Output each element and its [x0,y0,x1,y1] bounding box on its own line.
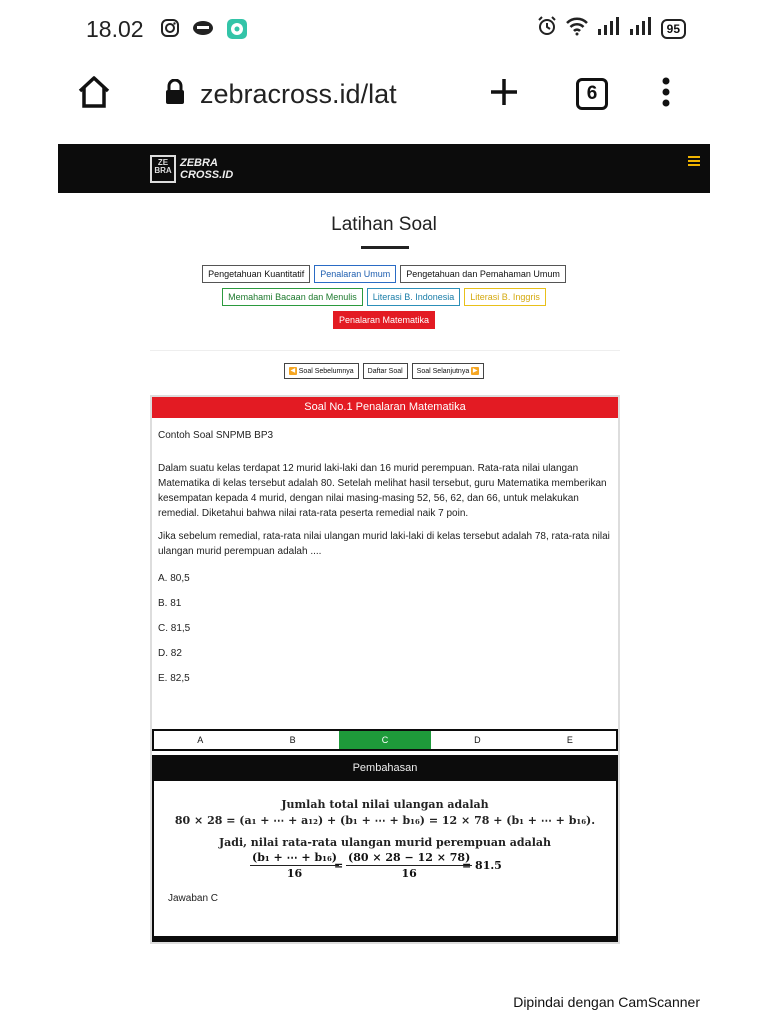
tabs-button[interactable] [570,72,614,116]
solution-line-1: Jumlah total nilai ulangan adalah [281,798,489,811]
question-subtitle: Contoh Soal SNPMB BP3 [158,430,274,441]
answer-a-button[interactable]: A [154,731,246,749]
option-d: D. 82 [158,648,182,659]
logo-text: ZEBRA CROSS.ID [180,157,234,181]
pembahasan-header: Pembahasan [152,755,618,781]
more-vert-icon [661,76,671,113]
home-button[interactable] [72,72,116,116]
category-pengetahuan-pemahaman-umum[interactable]: Pengetahuan dan Pemahaman Umum [400,265,566,283]
pembahasan-body [152,781,618,942]
question-header: Soal No.1 Penalaran Matematika [152,397,618,418]
option-c: C. 81,5 [158,623,191,634]
category-pengetahuan-kuantitatif[interactable]: Pengetahuan Kuantitatif [202,265,310,283]
new-tab-button[interactable] [482,72,526,116]
question-list-button[interactable]: Daftar Soal [363,363,408,379]
site-logo[interactable] [150,155,233,183]
zebra-logo-icon: ZE BRA [150,155,176,183]
option-a: A. 80,5 [158,573,190,584]
signal-icon [597,16,621,42]
alarm-icon [537,16,557,42]
category-literasi-indonesia[interactable]: Literasi B. Indonesia [367,288,461,306]
answer-bar [152,729,618,751]
scanner-watermark: Dipindai dengan CamScanner [513,994,700,1010]
site-header [58,144,710,193]
plus-icon [488,76,520,113]
instagram-icon [160,18,180,38]
status-bar [0,12,768,46]
signal-icon [629,16,653,42]
battery-indicator: 95 [661,19,686,39]
option-e: E. 82,5 [158,673,190,684]
menu-button[interactable] [644,72,688,116]
fraction-1: $\frac{\text{(b₁ + ⋯ + b₁₆)}}{16}$ [252,851,337,880]
question-prompt: Jika sebelum remedial, rata-rata nilai ulangan murid laki-laki di kelas tersebut adalah 78, rata-rata nilai ulangan murid perempuan adalah .... [158,531,610,557]
web-page [58,144,710,954]
status-right [537,16,686,42]
answer-e-button[interactable]: E [524,731,616,749]
answer-c-button[interactable]: C [339,731,431,749]
question-paragraph: Dalam suatu kelas terdapat 12 murid laki-laki dan 16 murid perempuan. Rata-rata nilai ulangan Matematika di kelas tersebut adalah 80. Setelah melihat hasil tersebut, guru Matematika memberikan kesempatan kepada 4 murid, dengan nilai masing-masing 52, 56, 62, dan 66, untuk melakukan remedial. Diketahui bahwa nilai rata-rata peserta remedial naik 7 poin. [158,463,607,519]
url-text: zebracross.id/lat [200,78,397,109]
arrow-right-icon: ▶ [472,368,478,374]
arrow-left-icon: ◀ [290,368,296,374]
question-card [150,395,620,944]
browser-toolbar [0,62,768,128]
category-penalaran-umum[interactable]: Penalaran Umum [314,265,396,283]
category-literasi-inggris[interactable]: Literasi B. Inggris [464,288,546,306]
answer-text: Jawaban C [168,893,219,904]
equals-sign: = [334,859,344,872]
question-body [152,418,618,686]
next-question-button[interactable]: Soal Selanjutnya ▶ [412,363,485,379]
hamburger-menu-icon[interactable] [688,156,700,166]
category-penalaran-matematika[interactable]: Penalaran Matematika [333,311,435,329]
fraction-2: $\frac{(80 \times 28 - 12 \times 78)}{16}$ [348,851,471,880]
option-b: B. 81 [158,598,182,609]
title-underline [361,246,409,249]
messenger-icon [226,18,246,38]
wifi-icon [565,16,589,42]
status-time: 18.02 [86,16,144,42]
category-memahami-bacaan[interactable]: Memahami Bacaan dan Menulis [222,288,363,306]
answer-b-button[interactable]: B [246,731,338,749]
lock-icon [164,79,186,110]
solution-line-2: Jadi, nilai rata-rata ulangan murid perempuan adalah [218,836,552,849]
home-icon [76,74,112,115]
address-bar[interactable] [148,64,438,124]
solution-equation: 80 × 28 = (a₁ + ⋯ + a₁₂) + (b₁ + ⋯ + b₁₆) = 12 × 78 + (b₁ + ⋯ + b₁₆). [174,814,596,827]
solution-result: = 81.5 [462,859,502,872]
tab-count: 6 [576,78,608,110]
page-title: Latihan Soal [331,214,437,235]
category-tabs [58,265,710,334]
question-nav [58,363,710,379]
prev-question-button[interactable]: ◀ Soal Sebelumnya [284,363,359,379]
answer-d-button[interactable]: D [431,731,523,749]
divider [150,350,620,351]
chat-bubble-icon [192,18,212,38]
